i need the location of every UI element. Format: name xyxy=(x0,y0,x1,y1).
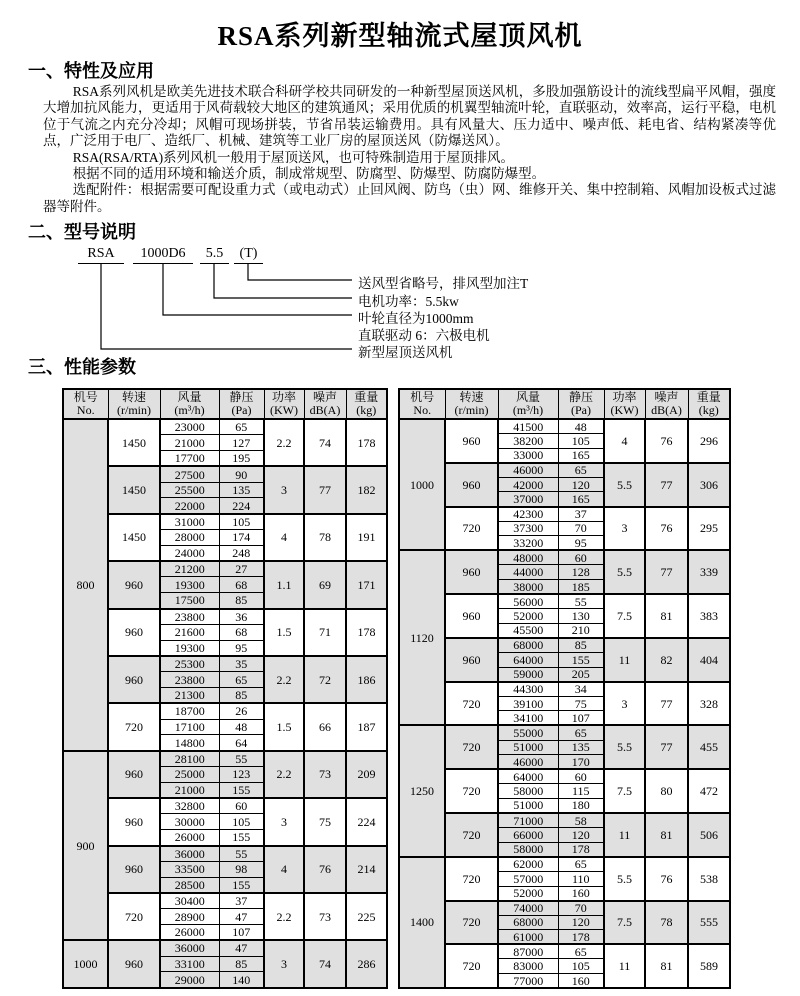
flow-cell: 58000 xyxy=(498,784,558,799)
model-label-suffix: 送风型省略号，排风型加注T xyxy=(358,276,529,291)
power-cell: 2.2 xyxy=(264,419,304,466)
weight-cell: 186 xyxy=(346,656,387,703)
pressure-cell: 115 xyxy=(558,784,604,799)
model-code-size: 1000D6 xyxy=(133,246,193,264)
column-header: 重量 (kg) xyxy=(346,389,387,419)
noise-cell: 75 xyxy=(304,798,346,845)
flow-cell: 19300 xyxy=(160,640,219,656)
pressure-cell: 224 xyxy=(219,498,264,514)
flow-cell: 25500 xyxy=(160,482,219,498)
pressure-cell: 70 xyxy=(558,901,604,916)
pressure-cell: 48 xyxy=(558,419,604,434)
pressure-cell: 27 xyxy=(219,561,264,577)
weight-cell: 286 xyxy=(346,940,387,987)
pressure-cell: 70 xyxy=(558,521,604,536)
flow-cell: 22000 xyxy=(160,498,219,514)
flow-cell: 42300 xyxy=(498,507,558,522)
flow-cell: 64000 xyxy=(498,653,558,668)
pressure-cell: 68 xyxy=(219,624,264,640)
pressure-cell: 210 xyxy=(558,623,604,638)
pressure-cell: 55 xyxy=(219,846,264,862)
flow-cell: 46000 xyxy=(498,463,558,478)
speed-cell: 960 xyxy=(445,638,498,682)
flow-cell: 34100 xyxy=(498,711,558,726)
power-cell: 1.5 xyxy=(264,703,304,750)
weight-cell: 555 xyxy=(688,901,730,945)
noise-cell: 81 xyxy=(645,813,688,857)
model-label-series: 新型屋顶送风机 xyxy=(358,345,453,360)
speed-cell: 720 xyxy=(445,682,498,726)
column-header: 风量 (m³/h) xyxy=(498,389,558,419)
flow-cell: 21000 xyxy=(160,435,219,451)
flow-cell: 17700 xyxy=(160,451,219,467)
pressure-cell: 65 xyxy=(558,463,604,478)
noise-cell: 69 xyxy=(304,561,346,608)
column-header: 静压 (Pa) xyxy=(219,389,264,419)
weight-cell: 191 xyxy=(346,514,387,561)
pressure-cell: 127 xyxy=(219,435,264,451)
flow-cell: 68000 xyxy=(498,638,558,653)
weight-cell: 182 xyxy=(346,466,387,513)
power-cell: 3 xyxy=(264,466,304,513)
speed-cell: 960 xyxy=(108,609,160,656)
flow-cell: 52000 xyxy=(498,609,558,624)
weight-cell: 455 xyxy=(688,725,730,769)
flow-cell: 52000 xyxy=(498,886,558,901)
power-cell: 2.2 xyxy=(264,893,304,940)
column-header: 静压 (Pa) xyxy=(558,389,604,419)
flow-cell: 51000 xyxy=(498,740,558,755)
flow-cell: 17100 xyxy=(160,719,219,735)
power-cell: 11 xyxy=(604,813,645,857)
pressure-cell: 65 xyxy=(558,857,604,872)
pressure-cell: 37 xyxy=(558,507,604,522)
flow-cell: 83000 xyxy=(498,959,558,974)
performance-table-right xyxy=(398,388,729,989)
column-header: 转速 (r/min) xyxy=(108,389,160,419)
pressure-cell: 60 xyxy=(219,798,264,814)
pressure-cell: 248 xyxy=(219,545,264,561)
speed-cell: 720 xyxy=(445,857,498,901)
fan-size-cell: 1400 xyxy=(399,857,445,988)
power-cell: 11 xyxy=(604,944,645,988)
weight-cell: 589 xyxy=(688,944,730,988)
weight-cell: 296 xyxy=(688,419,730,463)
speed-cell: 960 xyxy=(108,561,160,608)
weight-cell: 295 xyxy=(688,507,730,551)
weight-cell: 214 xyxy=(346,846,387,893)
speed-cell: 720 xyxy=(445,507,498,551)
pressure-cell: 75 xyxy=(558,696,604,711)
weight-cell: 225 xyxy=(346,893,387,940)
pressure-cell: 174 xyxy=(219,530,264,546)
column-header: 机号 No. xyxy=(63,389,108,419)
power-cell: 7.5 xyxy=(604,594,645,638)
noise-cell: 72 xyxy=(304,656,346,703)
flow-cell: 27500 xyxy=(160,466,219,482)
noise-cell: 80 xyxy=(645,769,688,813)
pressure-cell: 65 xyxy=(219,672,264,688)
pressure-cell: 47 xyxy=(219,940,264,956)
flow-cell: 68000 xyxy=(498,915,558,930)
pressure-cell: 155 xyxy=(558,653,604,668)
model-code-power: 5.5 xyxy=(200,246,229,264)
pressure-cell: 65 xyxy=(558,944,604,959)
pressure-cell: 120 xyxy=(558,915,604,930)
pressure-cell: 95 xyxy=(558,536,604,551)
flow-cell: 66000 xyxy=(498,828,558,843)
flow-cell: 28900 xyxy=(160,909,219,925)
flow-cell: 36000 xyxy=(160,940,219,956)
flow-cell: 41500 xyxy=(498,419,558,434)
pressure-cell: 65 xyxy=(558,725,604,740)
speed-cell: 1450 xyxy=(108,419,160,466)
pressure-cell: 60 xyxy=(558,550,604,565)
pressure-cell: 85 xyxy=(219,956,264,972)
flow-cell: 23800 xyxy=(160,672,219,688)
weight-cell: 178 xyxy=(346,609,387,656)
pressure-cell: 58 xyxy=(558,813,604,828)
column-header: 机号 No. xyxy=(399,389,445,419)
flow-cell: 25000 xyxy=(160,767,219,783)
flow-cell: 59000 xyxy=(498,667,558,682)
column-header: 功率 (KW) xyxy=(264,389,304,419)
flow-cell: 51000 xyxy=(498,798,558,813)
pressure-cell: 160 xyxy=(558,886,604,901)
pressure-cell: 55 xyxy=(219,751,264,767)
flow-cell: 23000 xyxy=(160,419,219,435)
flow-cell: 21300 xyxy=(160,688,219,704)
power-cell: 7.5 xyxy=(604,769,645,813)
noise-cell: 81 xyxy=(645,944,688,988)
weight-cell: 178 xyxy=(346,419,387,466)
noise-cell: 82 xyxy=(645,638,688,682)
noise-cell: 78 xyxy=(304,514,346,561)
flow-cell: 29000 xyxy=(160,972,219,988)
model-label-power: 电机功率：5.5kw xyxy=(358,294,459,309)
page-title: RSA系列新型轴流式屋顶风机 xyxy=(217,21,583,51)
flow-cell: 57000 xyxy=(498,871,558,886)
pressure-cell: 64 xyxy=(219,735,264,751)
flow-cell: 21600 xyxy=(160,624,219,640)
weight-cell: 506 xyxy=(688,813,730,857)
pressure-cell: 155 xyxy=(219,877,264,893)
flow-cell: 64000 xyxy=(498,769,558,784)
power-cell: 5.5 xyxy=(604,725,645,769)
power-cell: 3 xyxy=(604,682,645,726)
pressure-cell: 60 xyxy=(558,769,604,784)
pressure-cell: 48 xyxy=(219,719,264,735)
power-cell: 4 xyxy=(604,419,645,463)
flow-cell: 44300 xyxy=(498,682,558,697)
pressure-cell: 85 xyxy=(558,638,604,653)
flow-cell: 33000 xyxy=(498,448,558,463)
noise-cell: 77 xyxy=(304,466,346,513)
section-heading-features: 一、特性及应用 xyxy=(28,61,154,81)
model-label-drive: 直联驱动 6：六极电机 xyxy=(358,328,490,343)
power-cell: 3 xyxy=(264,798,304,845)
noise-cell: 77 xyxy=(645,550,688,594)
flow-cell: 18700 xyxy=(160,703,219,719)
power-cell: 2.2 xyxy=(264,751,304,798)
pressure-cell: 35 xyxy=(219,656,264,672)
pressure-cell: 160 xyxy=(558,974,604,989)
pressure-cell: 120 xyxy=(558,477,604,492)
pressure-cell: 55 xyxy=(558,594,604,609)
section-heading-model: 二、型号说明 xyxy=(28,222,136,242)
pressure-cell: 140 xyxy=(219,972,264,988)
performance-table xyxy=(62,388,388,989)
flow-cell: 46000 xyxy=(498,755,558,770)
pressure-cell: 135 xyxy=(558,740,604,755)
noise-cell: 73 xyxy=(304,893,346,940)
paragraph: 选配附件：根据需要可配设重力式（或电动式）止回风阀、防鸟（虫）网、维修开关、集中控制箱、风帽加设板式过滤器等附件。 xyxy=(43,182,776,214)
speed-cell: 720 xyxy=(445,944,498,988)
column-header: 噪声 dB(A) xyxy=(645,389,688,419)
power-cell: 1.1 xyxy=(264,561,304,608)
power-cell: 2.2 xyxy=(264,656,304,703)
speed-cell: 1450 xyxy=(108,514,160,561)
weight-cell: 209 xyxy=(346,751,387,798)
pressure-cell: 34 xyxy=(558,682,604,697)
speed-cell: 720 xyxy=(445,769,498,813)
speed-cell: 720 xyxy=(108,893,160,940)
flow-cell: 31000 xyxy=(160,514,219,530)
pressure-cell: 85 xyxy=(219,593,264,609)
pressure-cell: 165 xyxy=(558,492,604,507)
pressure-cell: 90 xyxy=(219,466,264,482)
pressure-cell: 123 xyxy=(219,767,264,783)
noise-cell: 66 xyxy=(304,703,346,750)
noise-cell: 76 xyxy=(645,507,688,551)
weight-cell: 538 xyxy=(688,857,730,901)
flow-cell: 74000 xyxy=(498,901,558,916)
noise-cell: 77 xyxy=(645,725,688,769)
flow-cell: 28000 xyxy=(160,530,219,546)
fan-size-cell: 1000 xyxy=(399,419,445,550)
fan-size-cell: 1250 xyxy=(399,725,445,856)
flow-cell: 58000 xyxy=(498,842,558,857)
weight-cell: 339 xyxy=(688,550,730,594)
pressure-cell: 95 xyxy=(219,640,264,656)
noise-cell: 81 xyxy=(645,594,688,638)
column-header: 风量 (m³/h) xyxy=(160,389,219,419)
noise-cell: 76 xyxy=(645,857,688,901)
flow-cell: 77000 xyxy=(498,974,558,989)
flow-cell: 26000 xyxy=(160,830,219,846)
flow-cell: 33500 xyxy=(160,861,219,877)
noise-cell: 77 xyxy=(645,682,688,726)
model-label-diameter: 叶轮直径为1000mm xyxy=(358,311,474,326)
flow-cell: 24000 xyxy=(160,545,219,561)
paragraph: RSA(RSA/RTA)系列风机一般用于屋顶送风，也可特殊制造用于屋顶排风。 xyxy=(72,149,515,165)
pressure-cell: 85 xyxy=(219,688,264,704)
power-cell: 5.5 xyxy=(604,857,645,901)
power-cell: 4 xyxy=(264,514,304,561)
pressure-cell: 120 xyxy=(558,828,604,843)
power-cell: 1.5 xyxy=(264,609,304,656)
flow-cell: 38200 xyxy=(498,434,558,449)
flow-cell: 21200 xyxy=(160,561,219,577)
noise-cell: 74 xyxy=(304,419,346,466)
pressure-cell: 195 xyxy=(219,451,264,467)
model-code-series: RSA xyxy=(78,246,124,264)
speed-cell: 960 xyxy=(108,656,160,703)
pressure-cell: 107 xyxy=(219,925,264,941)
flow-cell: 56000 xyxy=(498,594,558,609)
noise-cell: 77 xyxy=(645,463,688,507)
flow-cell: 37300 xyxy=(498,521,558,536)
pressure-cell: 105 xyxy=(558,959,604,974)
flow-cell: 37000 xyxy=(498,492,558,507)
speed-cell: 960 xyxy=(108,846,160,893)
flow-cell: 48000 xyxy=(498,550,558,565)
column-header: 转速 (r/min) xyxy=(445,389,498,419)
weight-cell: 171 xyxy=(346,561,387,608)
flow-cell: 30000 xyxy=(160,814,219,830)
pressure-cell: 68 xyxy=(219,577,264,593)
weight-cell: 224 xyxy=(346,798,387,845)
speed-cell: 720 xyxy=(108,703,160,750)
weight-cell: 187 xyxy=(346,703,387,750)
pressure-cell: 205 xyxy=(558,667,604,682)
fan-size-cell: 1120 xyxy=(399,550,445,725)
weight-cell: 306 xyxy=(688,463,730,507)
section-heading-performance: 三、性能参数 xyxy=(28,357,136,377)
flow-cell: 33200 xyxy=(498,536,558,551)
flow-cell: 33100 xyxy=(160,956,219,972)
speed-cell: 1450 xyxy=(108,466,160,513)
flow-cell: 55000 xyxy=(498,725,558,740)
pressure-cell: 110 xyxy=(558,871,604,886)
speed-cell: 960 xyxy=(108,751,160,798)
power-cell: 3 xyxy=(264,940,304,987)
noise-cell: 76 xyxy=(645,419,688,463)
pressure-cell: 165 xyxy=(558,448,604,463)
flow-cell: 45500 xyxy=(498,623,558,638)
model-code-suffix: (T) xyxy=(234,246,263,264)
fan-size-cell: 900 xyxy=(63,751,108,941)
flow-cell: 28500 xyxy=(160,877,219,893)
pressure-cell: 98 xyxy=(219,861,264,877)
flow-cell: 26000 xyxy=(160,925,219,941)
fan-size-cell: 1000 xyxy=(63,940,108,987)
speed-cell: 960 xyxy=(108,798,160,845)
power-cell: 5.5 xyxy=(604,463,645,507)
flow-cell: 25300 xyxy=(160,656,219,672)
flow-cell: 21000 xyxy=(160,782,219,798)
noise-cell: 78 xyxy=(645,901,688,945)
noise-cell: 74 xyxy=(304,940,346,987)
speed-cell: 960 xyxy=(445,594,498,638)
noise-cell: 73 xyxy=(304,751,346,798)
pressure-cell: 26 xyxy=(219,703,264,719)
pressure-cell: 180 xyxy=(558,798,604,813)
flow-cell: 14800 xyxy=(160,735,219,751)
pressure-cell: 107 xyxy=(558,711,604,726)
flow-cell: 32800 xyxy=(160,798,219,814)
pressure-cell: 105 xyxy=(558,434,604,449)
pressure-cell: 47 xyxy=(219,909,264,925)
weight-cell: 383 xyxy=(688,594,730,638)
flow-cell: 62000 xyxy=(498,857,558,872)
power-cell: 4 xyxy=(264,846,304,893)
weight-cell: 404 xyxy=(688,638,730,682)
speed-cell: 720 xyxy=(445,725,498,769)
paragraph: 根据不同的适用环境和输送介质，制成常规型、防腐型、防爆型、防腐防爆型。 xyxy=(72,166,546,182)
speed-cell: 960 xyxy=(445,463,498,507)
pressure-cell: 155 xyxy=(219,782,264,798)
speed-cell: 960 xyxy=(108,940,160,987)
pressure-cell: 65 xyxy=(219,419,264,435)
pressure-cell: 105 xyxy=(219,514,264,530)
pressure-cell: 105 xyxy=(219,814,264,830)
flow-cell: 38000 xyxy=(498,580,558,595)
performance-table-left xyxy=(62,388,386,989)
power-cell: 11 xyxy=(604,638,645,682)
pressure-cell: 155 xyxy=(219,830,264,846)
flow-cell: 23800 xyxy=(160,609,219,625)
pressure-cell: 128 xyxy=(558,565,604,580)
flow-cell: 17500 xyxy=(160,593,219,609)
features-paragraphs xyxy=(43,84,776,215)
pressure-cell: 36 xyxy=(219,609,264,625)
column-header: 噪声 dB(A) xyxy=(304,389,346,419)
performance-table xyxy=(398,388,731,989)
power-cell: 3 xyxy=(604,507,645,551)
flow-cell: 44000 xyxy=(498,565,558,580)
weight-cell: 328 xyxy=(688,682,730,726)
column-header: 功率 (KW) xyxy=(604,389,645,419)
pressure-cell: 178 xyxy=(558,842,604,857)
flow-cell: 61000 xyxy=(498,930,558,945)
flow-cell: 87000 xyxy=(498,944,558,959)
flow-cell: 30400 xyxy=(160,893,219,909)
speed-cell: 720 xyxy=(445,901,498,945)
power-cell: 7.5 xyxy=(604,901,645,945)
pressure-cell: 170 xyxy=(558,755,604,770)
power-cell: 5.5 xyxy=(604,550,645,594)
speed-cell: 960 xyxy=(445,550,498,594)
flow-cell: 42000 xyxy=(498,477,558,492)
pressure-cell: 185 xyxy=(558,580,604,595)
pressure-cell: 37 xyxy=(219,893,264,909)
flow-cell: 19300 xyxy=(160,577,219,593)
speed-cell: 960 xyxy=(445,419,498,463)
pressure-cell: 135 xyxy=(219,482,264,498)
pressure-cell: 130 xyxy=(558,609,604,624)
flow-cell: 36000 xyxy=(160,846,219,862)
fan-size-cell: 800 xyxy=(63,419,108,751)
flow-cell: 39100 xyxy=(498,696,558,711)
flow-cell: 71000 xyxy=(498,813,558,828)
paragraph: RSA系列风机是欧美先进技术联合科研学校共同研发的一种新型屋顶送风机，多股加强筋设计的流线型扁平风帽，强度大增加抗风能力，更适用于风荷载较大地区的建筑通风；采用优质的机翼型轴流叶轮，直联驱动，效率高，运行平稳，电机位于气流之内充分冷却；风帽可现场拼装，节省吊装运输费用。具有风量大、压力适中、噪声低、耗电省、结构紧凑等优点，广泛用于电厂、造纸厂、机械、建筑等工业厂房的屋顶送风（防爆送风）。 xyxy=(43,84,776,149)
pressure-cell: 178 xyxy=(558,930,604,945)
flow-cell: 28100 xyxy=(160,751,219,767)
noise-cell: 76 xyxy=(304,846,346,893)
speed-cell: 720 xyxy=(445,813,498,857)
weight-cell: 472 xyxy=(688,769,730,813)
column-header: 重量 (kg) xyxy=(688,389,730,419)
noise-cell: 71 xyxy=(304,609,346,656)
